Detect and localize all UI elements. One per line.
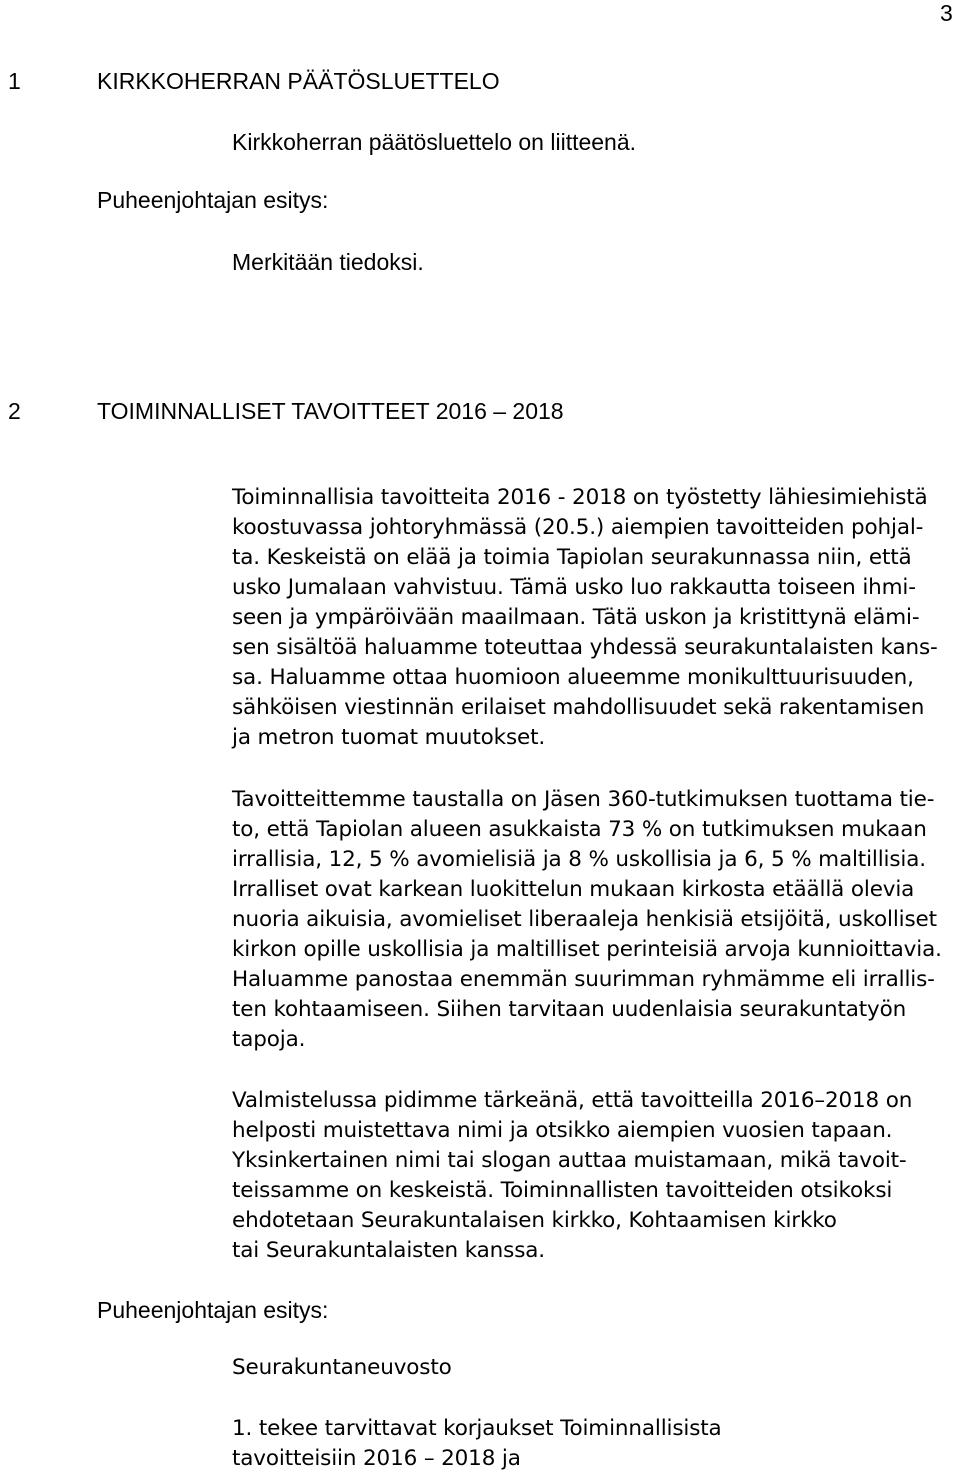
paragraph-line: kirkon opille uskollisia ja maltilliset perinteisiä arvoja kunnioittavia. — [232, 937, 942, 962]
section-1-title: KIRKKOHERRAN PÄÄTÖSLUETTELO — [97, 68, 500, 94]
paragraph-line: Valmistelussa pidimme tärkeänä, että tavoitteilla 2016–2018 on — [232, 1088, 913, 1113]
paragraph-line: ta. Keskeistä on elää ja toimia Tapiolan seurakunnassa niin, että — [232, 545, 912, 570]
paragraph-line: seen ja ympäröivään maailmaan. Tätä uskon ja kristittynä elämi- — [232, 605, 920, 630]
section-1-number: 1 — [8, 68, 21, 94]
paragraph-line: irrallisia, 12, 5 % avomielisiä ja 8 % uskollisia ja 6, 5 % maltillisia. — [232, 847, 926, 872]
proposal-items — [232, 1414, 960, 1474]
section-2-proposal-label: Puheenjohtajan esitys: — [97, 1297, 329, 1323]
paragraph-2 — [232, 785, 960, 1055]
paragraph-line: helposti muistettava nimi ja otsikko aiempien vuosien tapaan. — [232, 1118, 893, 1143]
section-2-title: TOIMINNALLISET TAVOITTEET 2016 – 2018 — [97, 398, 564, 424]
paragraph-line: sen sisältöä haluamme toteuttaa yhdessä seurakuntalaisten kans- — [232, 635, 938, 660]
section-2-number: 2 — [8, 398, 21, 424]
section-1-proposal-label: Puheenjohtajan esitys: — [97, 187, 329, 213]
paragraph-line: Toiminnallisia tavoitteita 2016 - 2018 on työstetty lähiesimiehistä — [232, 485, 928, 510]
paragraph-line: ten kohtaamiseen. Siihen tarvitaan uudenlaisia seurakuntatyön — [232, 997, 907, 1022]
proposal-item: tavoitteisiin 2016 – 2018 ja — [232, 1446, 521, 1471]
paragraph-line: to, että Tapiolan alueen asukkaista 73 % on tutkimuksen mukaan — [232, 817, 927, 842]
paragraph-line: Irralliset ovat karkean luokittelun mukaan kirkosta etäällä olevia — [232, 877, 915, 902]
paragraph-line: sähköisen viestinnän erilaiset mahdollisuudet sekä rakentamisen — [232, 695, 925, 720]
paragraph-line: ja metron tuomat muutokset. — [232, 725, 546, 750]
paragraph-line: tapoja. — [232, 1027, 306, 1052]
section-1-proposal-text: Merkitään tiedoksi. — [232, 249, 424, 275]
page-number: 3 — [940, 0, 953, 26]
section-2-proposal-body: Seurakuntaneuvosto — [232, 1355, 452, 1380]
paragraph-line: koostuvassa johtoryhmässä (20.5.) aiempien tavoitteiden pohjal- — [232, 515, 924, 540]
paragraph-line: usko Jumalaan vahvistuu. Tämä usko luo rakkautta toiseen ihmi- — [232, 575, 916, 600]
paragraph-line: teissamme on keskeistä. Toiminnallisten tavoitteiden otsikoksi — [232, 1178, 893, 1203]
paragraph-line: tai Seurakuntalaisten kanssa. — [232, 1238, 545, 1263]
paragraph-line: ehdotetaan Seurakuntalaisen kirkko, Kohtaamisen kirkko — [232, 1208, 837, 1233]
paragraph-3 — [232, 1086, 960, 1266]
paragraph-line: sa. Haluamme ottaa huomioon alueemme monikulttuurisuuden, — [232, 665, 914, 690]
paragraph-line: nuoria aikuisia, avomieliset liberaaleja henkisiä etsijöitä, uskolliset — [232, 907, 937, 932]
paragraph-1 — [232, 483, 960, 753]
paragraph-line: Haluamme panostaa enemmän suurimman ryhmämme eli irrallis- — [232, 967, 935, 992]
paragraph-line: Tavoitteittemme taustalla on Jäsen 360-tutkimuksen tuottama tie- — [232, 787, 935, 812]
section-1-text: Kirkkoherran päätösluettelo on liitteenä. — [232, 129, 637, 155]
paragraph-line: Yksinkertainen nimi tai slogan auttaa muistamaan, mikä tavoit- — [232, 1148, 907, 1173]
proposal-item: 1. tekee tarvittavat korjaukset Toiminnallisista — [232, 1416, 722, 1441]
